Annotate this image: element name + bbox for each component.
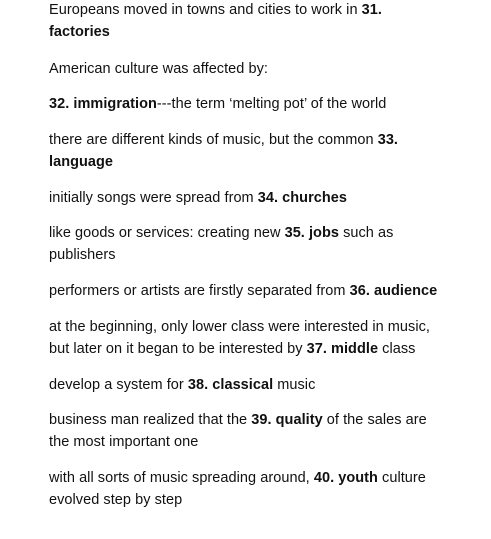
text-line-36: performers or artists are firstly separated from 36. audience xyxy=(49,283,438,299)
text-line-37-cont: but later on it began to be interested by 37. middle class xyxy=(49,341,416,357)
text-line-40: with all sorts of music spreading around, 40. youth culture xyxy=(49,470,426,486)
answer-36: 36. audience xyxy=(349,283,438,299)
text-line-31-cont xyxy=(49,23,110,41)
answer-39: 39. quality xyxy=(251,412,323,428)
answer-33-word: language xyxy=(49,154,114,170)
answer-31-word: factories xyxy=(49,24,110,40)
text-line-39-cont: the most important one xyxy=(49,434,199,450)
text-line-37: at the beginning, only lower class were interested in music, xyxy=(49,319,430,335)
text-line-35: like goods or services: creating new 35. jobs such as xyxy=(49,225,394,241)
text-line-34: initially songs were spread from 34. churches xyxy=(49,190,348,206)
answer-38: 38. classical xyxy=(187,377,274,393)
text-line-31: Europeans moved in towns and cities to work in 31. xyxy=(49,2,382,18)
text-line-33-cont xyxy=(49,153,113,171)
text-line-39: business man realized that the 39. quality of the sales are xyxy=(49,412,427,428)
answer-35: 35. jobs xyxy=(284,225,339,241)
answer-34: 34. churches xyxy=(257,190,348,206)
answer-33: 33. xyxy=(377,132,399,148)
answer-40: 40. youth xyxy=(313,470,378,486)
answer-37: 37. middle xyxy=(306,341,379,357)
text-line-38: develop a system for 38. classical music xyxy=(49,377,316,393)
text-line-33: there are different kinds of music, but the common 33. xyxy=(49,132,399,148)
answer-31: 31. xyxy=(361,2,382,18)
text-line-32: 32. immigration---the term ‘melting pot’ of the world xyxy=(49,96,387,112)
text-line-40-cont: evolved step by step xyxy=(49,492,183,508)
text-line-35-cont: publishers xyxy=(49,247,116,263)
answer-32: 32. immigration xyxy=(49,96,157,112)
text-line-heading: American culture was affected by: xyxy=(49,61,268,77)
